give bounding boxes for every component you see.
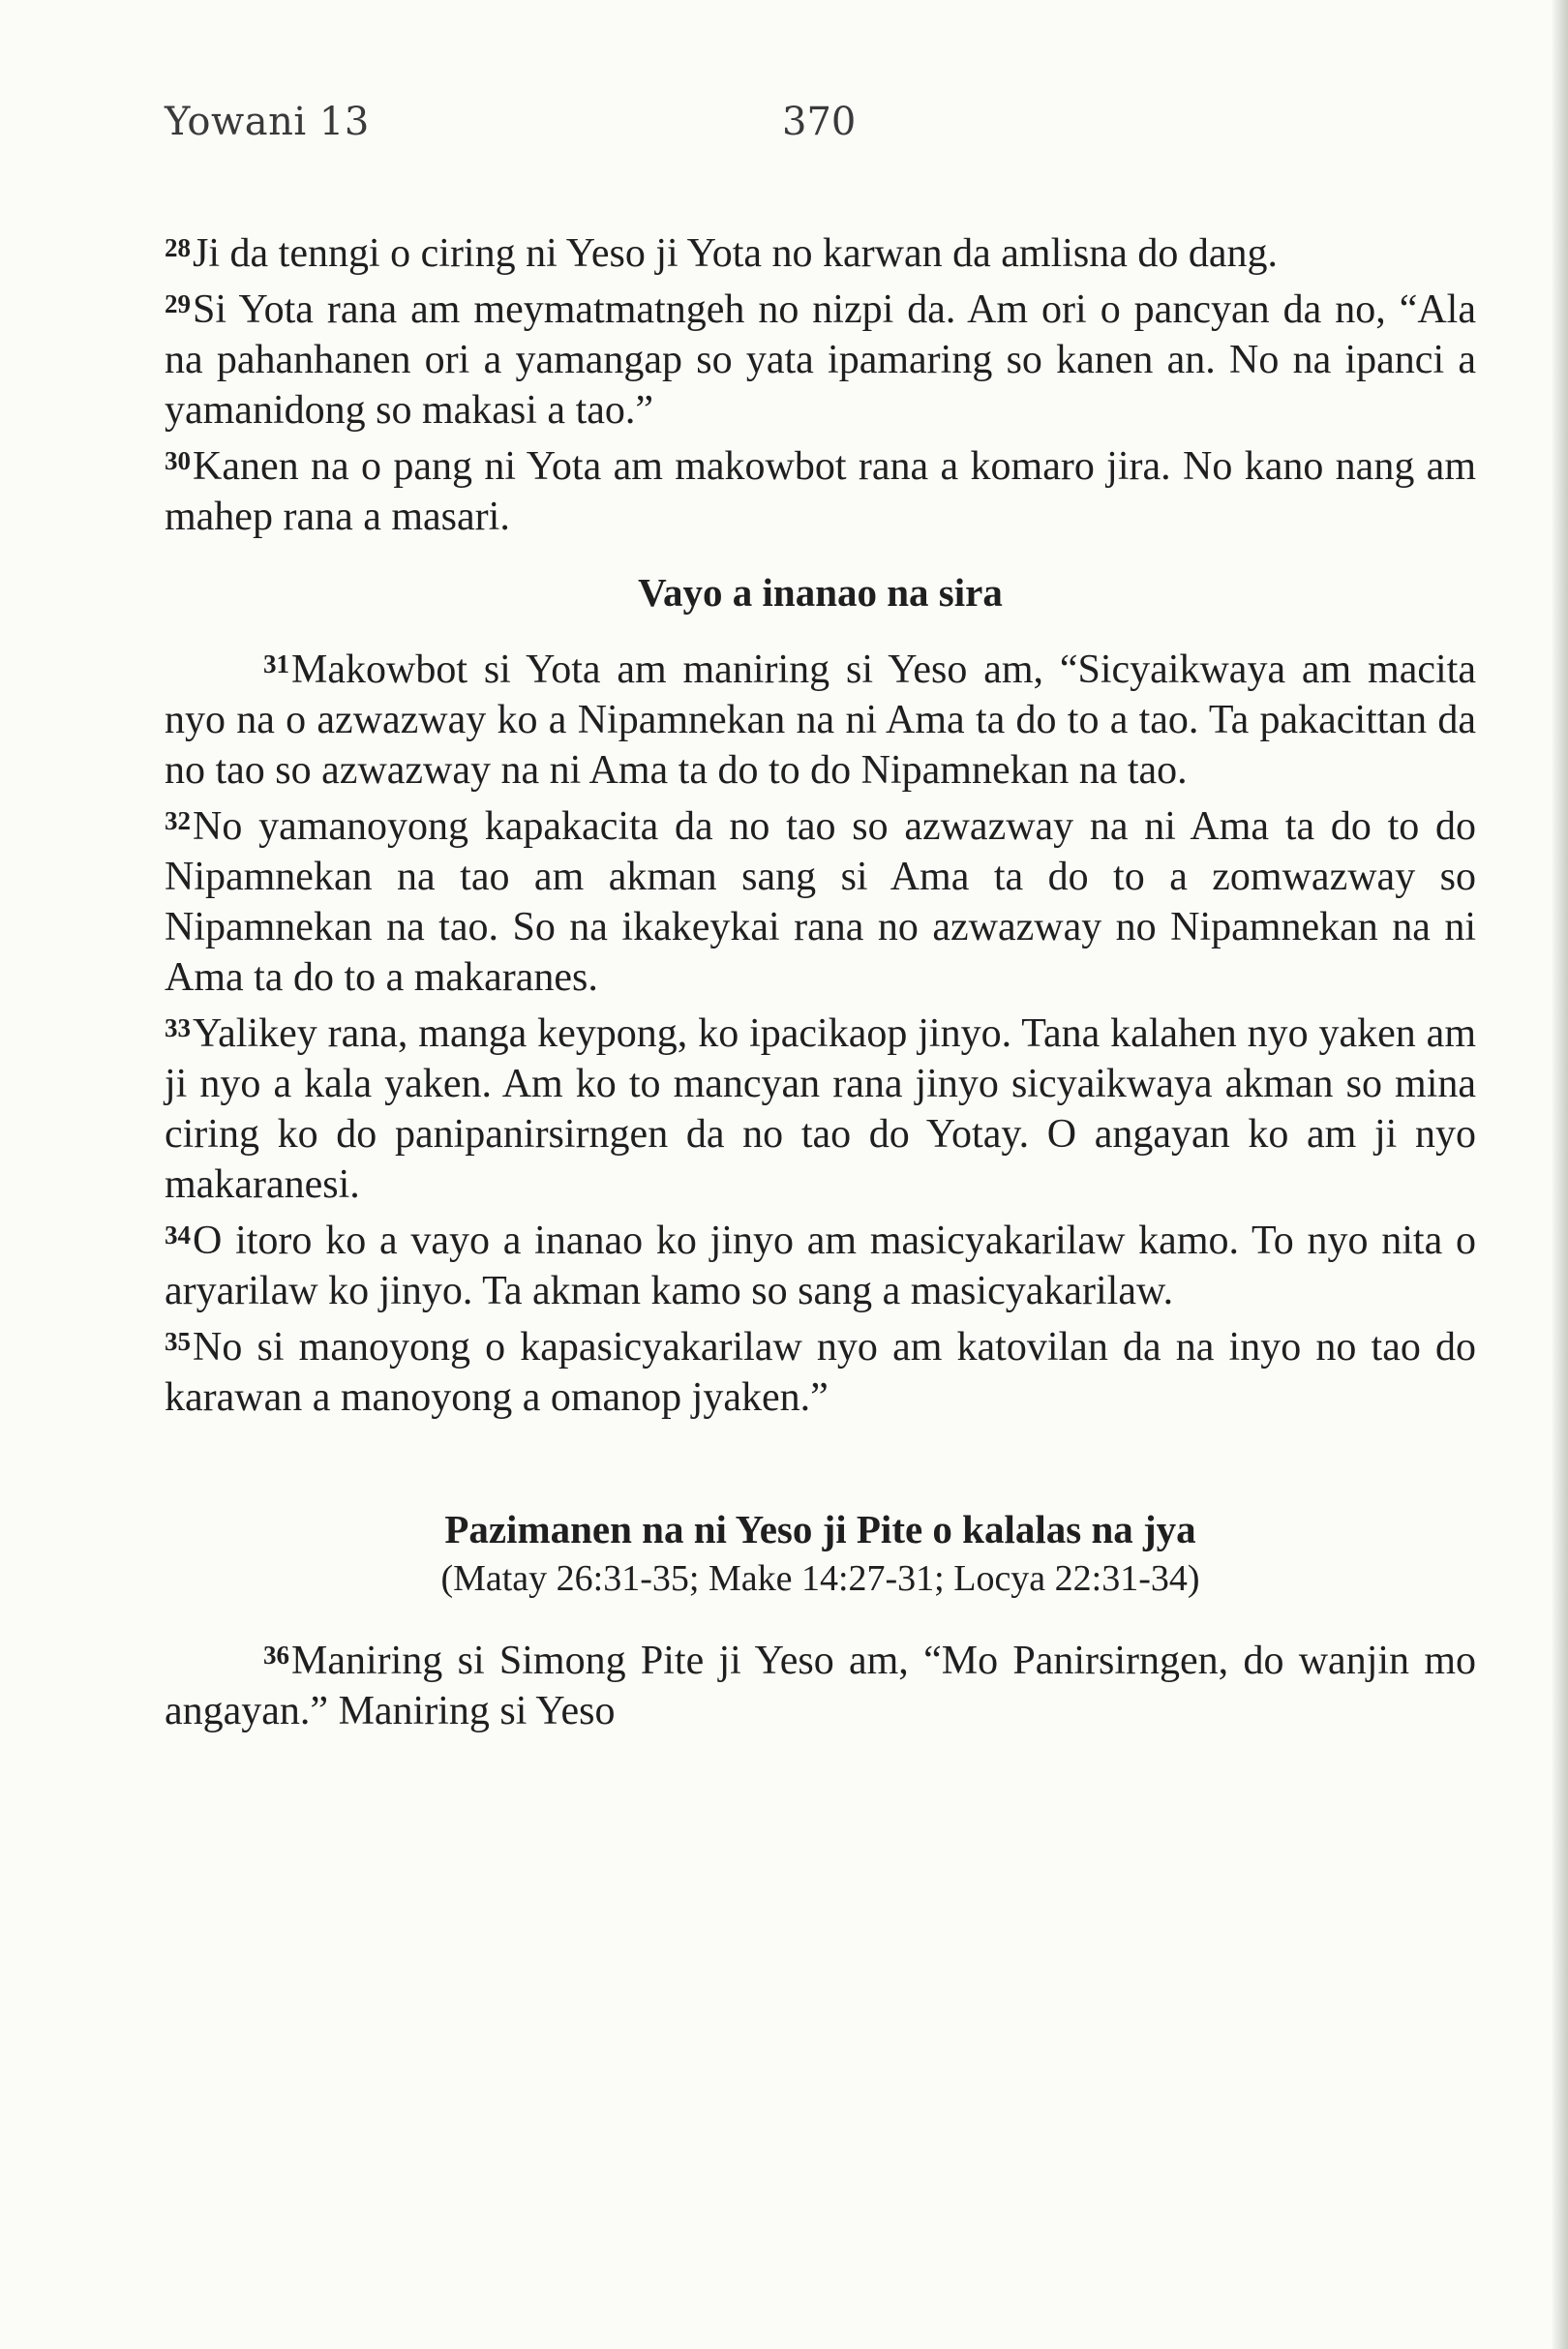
verse-number: 32 [165, 806, 191, 835]
verse-number: 34 [165, 1220, 191, 1250]
verse-35 [165, 1316, 1476, 1423]
verse-text: O itoro ko a vayo a inanao ko jinyo am masicyakarilaw kamo. To nyo nita o aryarilaw ko jinyo. Ta akman kamo so sang a masicyakarilaw. [165, 1219, 1476, 1313]
verse-text: Makowbot si Yota am maniring si Yeso am, “Sicyaikwaya am macita nyo na o azwazway ko a Nipamnekan na ni Ama ta do to a tao. Ta pakacittan da no tao so azwazway na ni Ama ta do to do Nipamnekan na tao. [165, 647, 1476, 793]
page-number: 370 [782, 100, 857, 144]
verse-number: 28 [165, 233, 191, 262]
verse-number: 29 [165, 289, 191, 318]
verse-number: 31 [263, 649, 289, 678]
verse-32 [165, 796, 1476, 1003]
verse-text: Yalikey rana, manga keypong, ko ipacikaop jinyo. Tana kalahen nyo yaken am ji nyo a kala yaken. Am ko to mancyan rana jinyo sicyaikwaya akman so mina ciring ko do panipanirsirngen da no tao do Yotay. O angayan ko am ji nyo makaranesi. [165, 1011, 1476, 1207]
section-heading: Pazimanen na ni Yeso ji Pite o kalalas na jya [444, 1507, 1196, 1551]
section-cross-reference: (Matay 26:31-35; Make 14:27-31; Locya 22:31-34) [440, 1558, 1200, 1599]
verse-29 [165, 279, 1476, 436]
verse-number: 33 [165, 1013, 191, 1042]
verse-34 [165, 1210, 1476, 1316]
page-header [0, 0, 1568, 165]
verse-33 [165, 1003, 1476, 1210]
section-heading: Vayo a inanao na sira [638, 570, 1003, 615]
verse-text: Ji da tenngi o ciring ni Yeso ji Yota no karwan da amlisna do dang. [193, 231, 1279, 276]
verse-number: 35 [165, 1327, 191, 1356]
verse-number: 30 [165, 446, 191, 475]
verse-text: Kanen na o pang ni Yota am makowbot rana a komaro jira. No kano nang am mahep rana a masari. [165, 444, 1476, 539]
verse-28 [165, 223, 1476, 279]
verse-number: 36 [263, 1641, 289, 1670]
verse-text: Si Yota rana am meymatmatngeh no nizpi da. Am ori o pancyan da no, “Ala na pahanhanen ori a yamangap so yata ipamaring so kanen an. No na ipanci a yamanidong so makasi a tao.” [165, 287, 1476, 433]
page-body [165, 223, 1476, 1736]
verse-31 [165, 639, 1476, 796]
verse-text: No yamanoyong kapakacita da no tao so azwazway na ni Ama ta do to do Nipamnekan na tao am akman sang si Ama ta do to a zomwazway so Nipamnekan na tao. So na ikakeykai rana no azwazway no Nipamnekan na ni Ama ta do to a makaranes. [165, 804, 1476, 1000]
verse-30 [165, 436, 1476, 542]
verse-36 [165, 1630, 1476, 1736]
running-head: Yowani 13 [165, 100, 370, 144]
verse-text: No si manoyong o kapasicyakarilaw nyo am katovilan da na inyo no tao do karawan a manoyong a omanop jyaken.” [165, 1325, 1476, 1420]
verse-text: Maniring si Simong Pite ji Yeso am, “Mo Panirsirngen, do wanjin mo angayan.” Maniring si Yeso [165, 1639, 1476, 1733]
